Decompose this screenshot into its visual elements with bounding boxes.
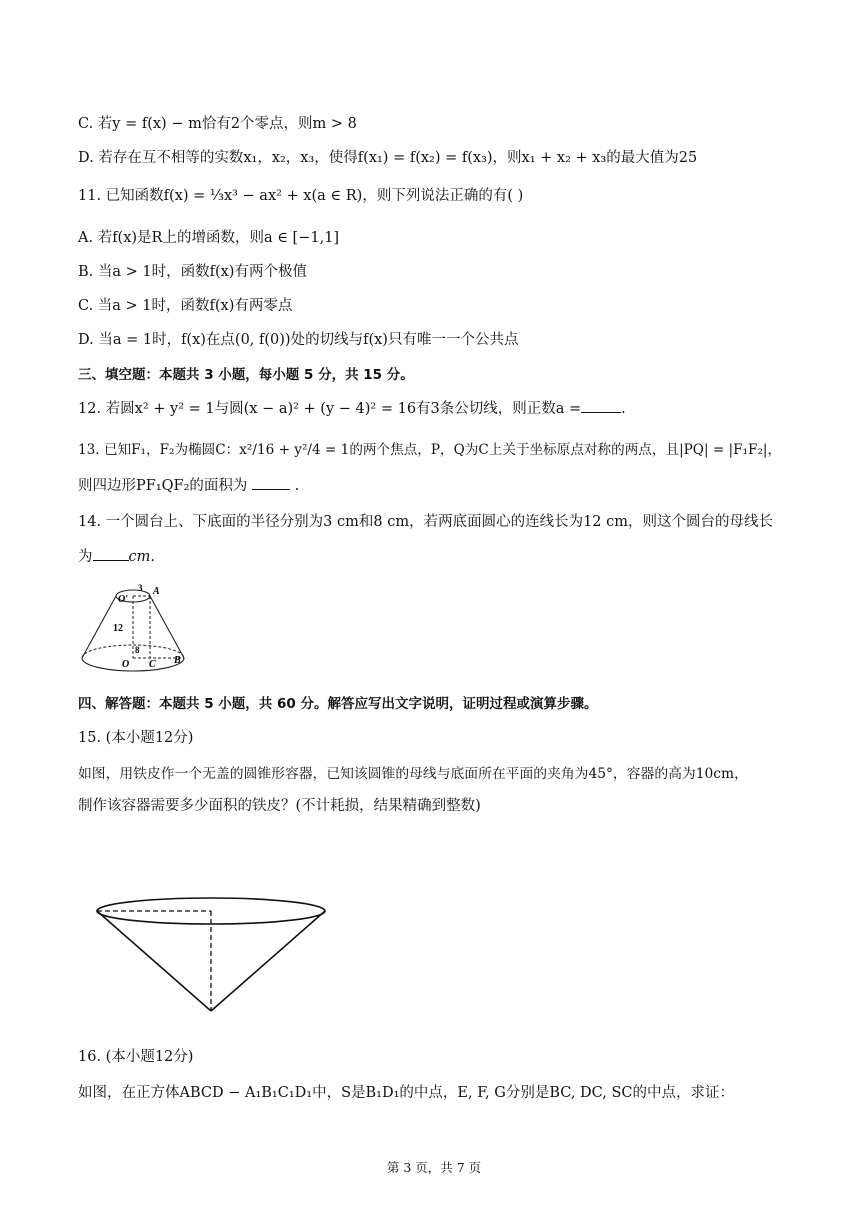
q15-header: 15. (本小题12分) bbox=[78, 730, 194, 746]
section-3-heading: 三、填空题：本题共 3 小题，每小题 5 分，共 15 分。 bbox=[78, 367, 414, 383]
label-top-radius: 3 bbox=[138, 583, 143, 593]
q14-pre: 为 bbox=[78, 549, 93, 565]
section-4-heading: 四、解答题：本题共 5 小题，共 60 分。解答应写出文字说明，证明过程或演算步骤。 bbox=[78, 696, 598, 712]
frustum-right-generatrix bbox=[150, 596, 184, 658]
label-o: O bbox=[122, 659, 130, 670]
q13-stem: 则四边形PF₁QF₂的面积为 bbox=[78, 478, 248, 494]
q11-option-d: D. 当a = 1时，f(x)在点(0, f(0))处的切线与f(x)只有唯一一个公共点 bbox=[78, 332, 519, 348]
q14-line1: 14. 一个圆台上、下底面的半径分别为3 cm和8 cm，若两底面圆心的连线长为12 cm，则这个圆台的母线长 bbox=[78, 514, 774, 530]
cone-left-generatrix bbox=[97, 911, 211, 1011]
label-b: B bbox=[174, 655, 181, 666]
q13-end: . bbox=[294, 478, 300, 494]
q16-line1: 如图，在正方体ABCD − A₁B₁C₁D₁中，S是B₁D₁的中点，E, F, G分别是BC, DC, SC的中点，求证： bbox=[78, 1085, 734, 1101]
label-o-prime: O′ bbox=[118, 594, 129, 605]
q10-option-d: D. 若存在互不相等的实数x₁，x₂，x₃，使得f(x₁) = f(x₂) = f(x₃)，则x₁ + x₂ + x₃的最大值为25 bbox=[78, 150, 698, 166]
q14-post: cm. bbox=[128, 549, 155, 565]
page-footer: 第 3 页，共 7 页 bbox=[386, 1160, 482, 1175]
q15-line1: 如图，用铁皮作一个无盖的圆锥形容器，已知该圆锥的母线与底面所在平面的夹角为45°，容器的高为10cm， bbox=[78, 766, 748, 782]
q13-line2 bbox=[78, 475, 299, 496]
q10-option-c: C. 若y = f(x) − m恰有2个零点，则m > 8 bbox=[78, 116, 357, 132]
q12-answer-blank[interactable] bbox=[581, 398, 621, 413]
q12-text bbox=[78, 398, 626, 419]
q11-option-c: C. 当a > 1时，函数f(x)有两零点 bbox=[78, 298, 293, 314]
q11-option-a: A. 若f(x)是R上的增函数，则a ∈ [−1,1] bbox=[78, 230, 340, 246]
label-c: C bbox=[149, 659, 156, 670]
q15-line2: 制作该容器需要多少面积的铁皮？(不计耗损，结果精确到整数) bbox=[78, 798, 481, 814]
q16-header: 16. (本小题12分) bbox=[78, 1049, 194, 1065]
q11-option-b: B. 当a > 1时，函数f(x)有两个极值 bbox=[78, 264, 307, 280]
q11-stem: 11. 已知函数f(x) = ⅓x³ − ax² + x(a ∈ R)，则下列说法正确的有( ) bbox=[78, 188, 524, 204]
cone-figure bbox=[90, 890, 335, 1020]
q12-end: . bbox=[621, 401, 626, 417]
label-height: 12 bbox=[113, 623, 123, 634]
cone-right-generatrix bbox=[211, 911, 325, 1011]
q13-line1: 13. 已知F₁，F₂为椭圆C：x²/16 + y²/4 = 1的两个焦点，P，Q为C上关于坐标原点对称的两点，且|PQ| = |F₁F₂|， bbox=[78, 442, 782, 458]
q13-answer-blank[interactable] bbox=[252, 475, 290, 490]
label-a: A bbox=[153, 586, 160, 597]
label-bottom-radius: 8 bbox=[135, 645, 140, 655]
frustum-bottom-front-arc bbox=[82, 658, 184, 671]
q14-answer-blank[interactable] bbox=[93, 546, 129, 561]
q12-stem: 12. 若圆x² + y² = 1与圆(x − a)² + (y − 4)² = 16有3条公切线，则正数a = bbox=[78, 401, 582, 417]
frustum-figure bbox=[78, 578, 188, 674]
q14-line2 bbox=[78, 546, 155, 567]
